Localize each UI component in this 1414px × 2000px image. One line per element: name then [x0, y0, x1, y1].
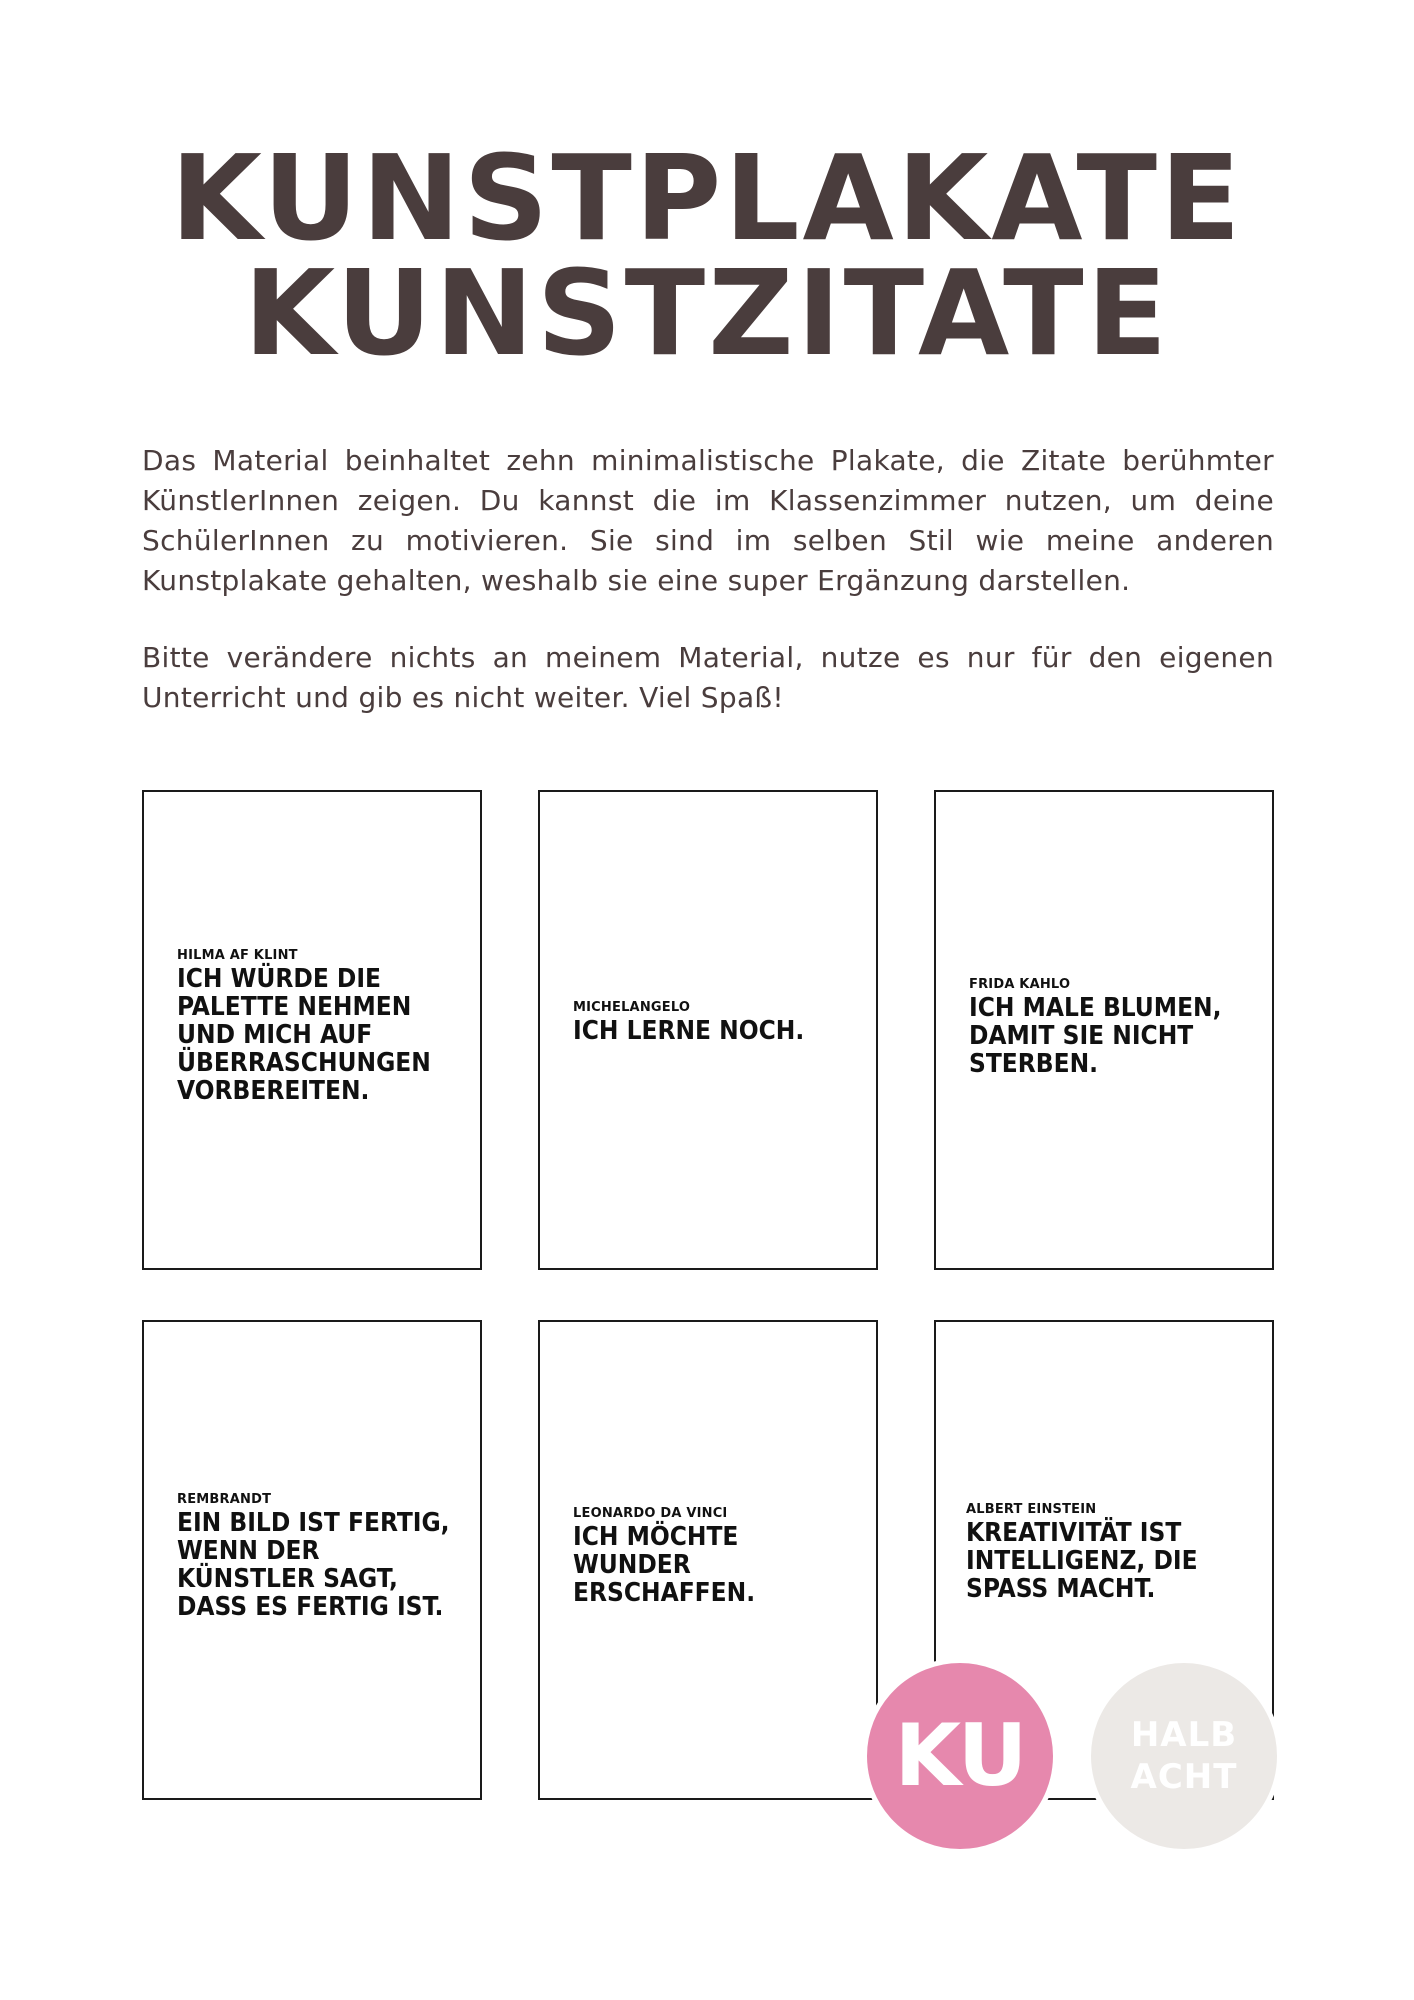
quote-line: INTELLIGENZ, DIE	[966, 1546, 1198, 1576]
poster-artist: ALBERT EINSTEIN	[966, 1502, 1097, 1517]
poster-quote	[573, 1523, 856, 1607]
quote-line: ICH WÜRDE DIE	[177, 964, 382, 994]
poster-quote	[969, 994, 1252, 1078]
halb-acht-line-2: ACHT	[1130, 1757, 1238, 1797]
quote-line: WENN DER	[177, 1536, 320, 1566]
quote-line: UND MICH AUF	[177, 1020, 373, 1050]
quote-line: ICH LERNE NOCH.	[573, 1016, 805, 1046]
quote-line: STERBEN.	[969, 1049, 1099, 1079]
title-line-1: KUNSTPLAKATE	[170, 129, 1244, 267]
ku-logo-text: KU	[894, 1706, 1026, 1806]
halb-acht-logo-badge	[1086, 1658, 1282, 1854]
halb-acht-line-1: HALB	[1130, 1715, 1238, 1755]
quote-line: EIN BILD IST FERTIG,	[177, 1508, 450, 1538]
description-paragraph-1: Das Material beinhaltet zehn minimalistische Plakate, die Zitate berühmter KünstlerInnen zeigen. Du kannst die im Klassenzimmer nutzen, um deine SchülerInnen zu motivieren. Sie sind im selben Stil wie meine anderen Kunstplakate gehalten, weshalb sie eine super Ergänzung darstellen.	[142, 444, 1274, 597]
poster-rembrandt	[142, 1320, 482, 1800]
quote-line: VORBEREITEN.	[177, 1076, 370, 1106]
poster-artist: HILMA AF KLINT	[177, 948, 298, 963]
description-paragraph-2: Bitte verändere nichts an meinem Material, nutze es nur für den eigenen Unterricht und gib es nicht weiter. Viel Spaß!	[142, 641, 1274, 714]
quote-line: DASS ES FERTIG IST.	[177, 1592, 444, 1622]
quote-line: SPASS MACHT.	[966, 1574, 1156, 1604]
quote-line: DAMIT SIE NICHT	[969, 1021, 1194, 1051]
quote-line: ICH MALE BLUMEN,	[969, 993, 1222, 1023]
poster-quote	[966, 1519, 1252, 1603]
ku-logo-badge	[862, 1658, 1058, 1854]
quote-line: ICH MÖCHTE	[573, 1522, 739, 1552]
poster-artist: MICHELANGELO	[573, 1000, 691, 1015]
title-line-2: KUNSTZITATE	[243, 244, 1171, 382]
poster-artist: LEONARDO DA VINCI	[573, 1506, 728, 1521]
quote-line: WUNDER	[573, 1550, 691, 1580]
poster-hilma-af-klint	[142, 790, 482, 1270]
poster-quote	[177, 1509, 460, 1621]
poster-artist: FRIDA KAHLO	[969, 977, 1071, 992]
quote-line: KREATIVITÄT IST	[966, 1518, 1182, 1548]
poster-frida-kahlo	[934, 790, 1274, 1270]
quote-line: KÜNSTLER SAGT,	[177, 1564, 398, 1594]
poster-michelangelo	[538, 790, 878, 1270]
poster-quote	[177, 965, 460, 1105]
quote-line: ÜBERRASCHUNGEN	[177, 1048, 431, 1078]
quote-line: ERSCHAFFEN.	[573, 1578, 756, 1608]
poster-leonardo-da-vinci	[538, 1320, 878, 1800]
quote-line: PALETTE NEHMEN	[177, 992, 412, 1022]
poster-artist: REMBRANDT	[177, 1492, 272, 1507]
poster-quote	[573, 1017, 856, 1045]
